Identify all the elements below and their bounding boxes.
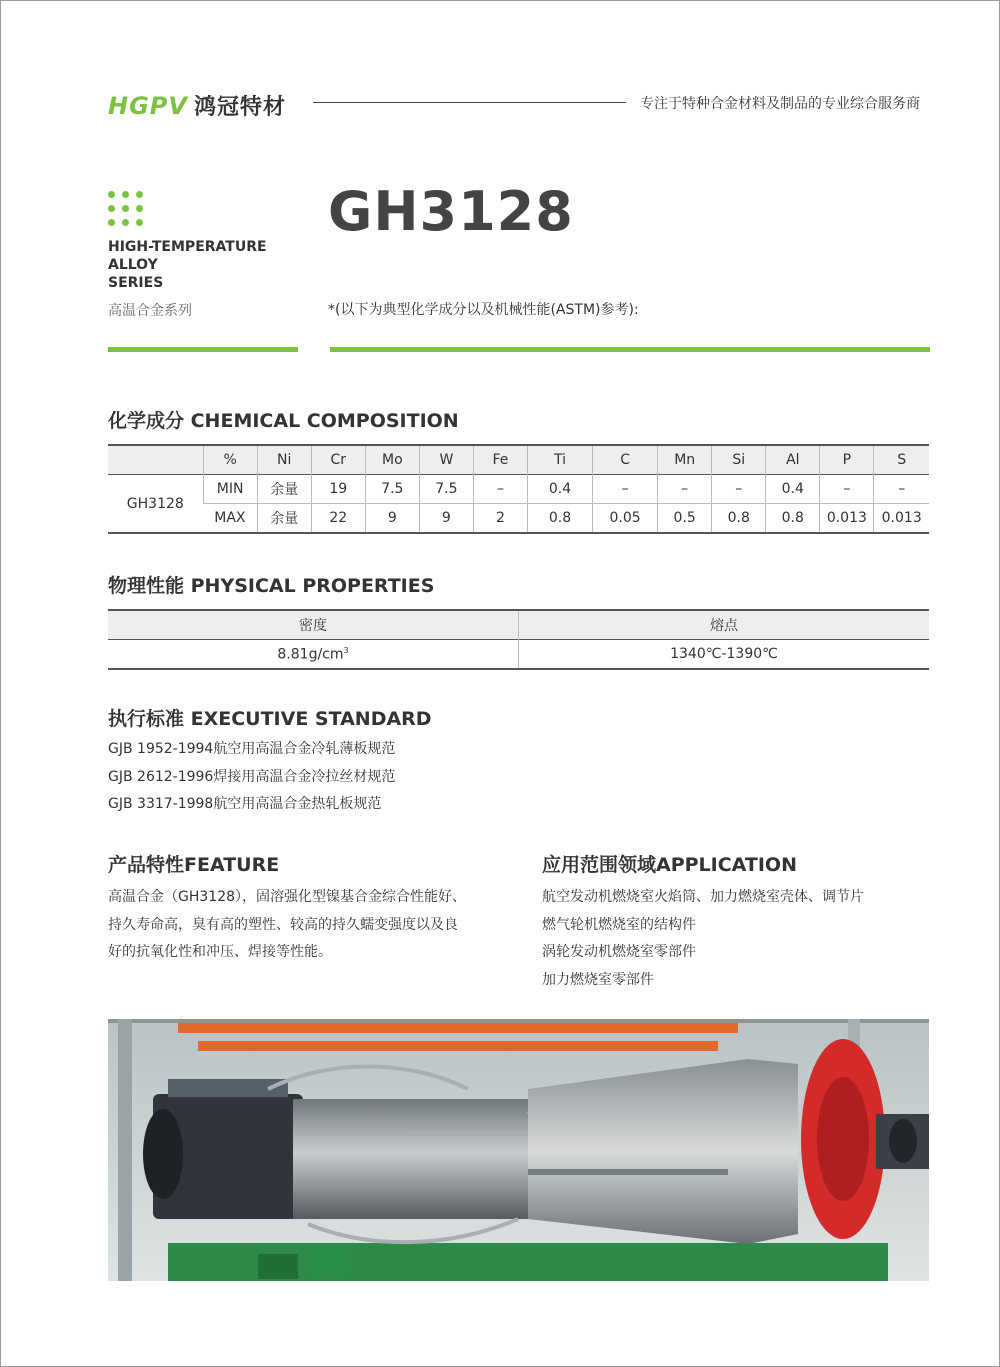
application-list [542, 884, 864, 994]
feature-line: 好的抗氧化性和冲压、焊接等性能。 [108, 944, 332, 960]
series-line-3: SERIES [108, 275, 164, 291]
company-slogan: 专注于特种合金材料及制品的专业综合服务商 [640, 96, 920, 112]
series-line-2: ALLOY [108, 257, 158, 273]
standard-item: GJB 2612-1996焊接用高温合金冷拉丝材规范 [108, 768, 396, 785]
table-cell: 0.4 [766, 475, 820, 504]
header-cell: Fe [473, 445, 527, 475]
density-value [108, 640, 519, 670]
table-cell: 19 [311, 475, 365, 504]
standard-item: GJB 3317-1998航空用高温合金热轧板规范 [108, 796, 382, 812]
feature-line: 高温合金（GH3128），固溶强化型镍基合金综合性能好、 [108, 889, 467, 905]
header-cell: Mn [658, 445, 712, 475]
company-logo [108, 90, 286, 121]
logo-en: HGPV [108, 91, 188, 120]
header-cell: Mo [365, 445, 419, 475]
table-cell: 7.5 [365, 475, 419, 504]
header-cell: Si [712, 445, 766, 475]
header-cell: Al [766, 445, 820, 475]
accent-bar-left [108, 347, 298, 352]
table-cell: – [820, 475, 874, 504]
header-cell: C [593, 445, 658, 475]
feature-heading: 产品特性FEATURE [108, 854, 280, 876]
application-heading: 应用范围领域APPLICATION [542, 854, 797, 876]
table-cell: 余量 [257, 475, 311, 504]
chemical-header-row [108, 445, 929, 475]
chemical-composition-table [108, 444, 929, 534]
header-cell: Cr [311, 445, 365, 475]
standard-item: GJB 1952-1994航空用高温合金冷轧薄板规范 [108, 741, 396, 757]
melting-point-header: 熔点 [519, 610, 930, 640]
reference-note: *(以下为典型化学成分以及机械性能(ASTM)参考): [328, 302, 639, 318]
physical-properties-table [108, 609, 929, 670]
table-cell: – [658, 475, 712, 504]
melting-point-value: 1340℃-1390℃ [519, 640, 930, 670]
table-cell: 2 [473, 504, 527, 534]
physical-value-row [108, 640, 929, 670]
dot-grid-icon [108, 191, 144, 227]
table-cell: 余量 [257, 504, 311, 534]
table-cell: 0.05 [593, 504, 658, 534]
table-row-max [108, 504, 929, 534]
table-cell: 7.5 [419, 475, 473, 504]
application-item: 航空发动机燃烧室火焰筒、加力燃烧室壳体、调节片 [542, 889, 864, 905]
physical-header-row [108, 610, 929, 640]
feature-line: 持久寿命高，臭有高的塑性、较高的持久蠕变强度以及良 [108, 916, 458, 933]
table-cell: 9 [365, 504, 419, 534]
table-cell: 0.8 [712, 504, 766, 534]
header-cell: Ni [257, 445, 311, 475]
table-cell: – [593, 475, 658, 504]
standard-list [108, 736, 395, 819]
gas-turbine-engine-image [108, 1019, 929, 1281]
grade-cell: GH3128 [126, 495, 184, 512]
density-header: 密度 [299, 618, 327, 634]
feature-paragraph [108, 884, 466, 967]
header-cell: P [820, 445, 874, 475]
density-number: 8.81g/cm [277, 646, 344, 663]
table-cell: 0.8 [766, 504, 820, 534]
header-cell: % [203, 445, 257, 475]
table-cell: 0.5 [658, 504, 712, 534]
table-cell: – [473, 475, 527, 504]
header-divider [313, 102, 626, 103]
header-cell: W [419, 445, 473, 475]
chemical-heading: 化学成分 CHEMICAL COMPOSITION [108, 410, 459, 432]
application-item: 加力燃烧室零部件 [542, 971, 654, 988]
header-cell-blank [108, 445, 203, 475]
table-cell: MIN [203, 475, 257, 504]
standard-heading: 执行标准 EXECUTIVE STANDARD [108, 708, 432, 730]
logo-cn: 鸿冠特材 [193, 95, 286, 120]
header-cell: S [874, 445, 929, 475]
table-cell: – [874, 475, 929, 504]
header-cell: Ti [527, 445, 592, 475]
series-title-cn: 高温合金系列 [108, 303, 192, 319]
density-unit-exponent: 3 [343, 645, 349, 655]
application-item: 涡轮发动机燃烧室零部件 [542, 944, 696, 960]
table-cell: 9 [419, 504, 473, 534]
table-cell: 0.4 [527, 475, 592, 504]
table-cell: 0.013 [874, 504, 929, 534]
physical-heading: 物理性能 PHYSICAL PROPERTIES [108, 575, 435, 597]
series-line-1: HIGH-TEMPERATURE [108, 239, 267, 255]
table-cell: – [712, 475, 766, 504]
series-title-en [108, 238, 298, 292]
page-title: GH3128 [328, 180, 574, 243]
table-cell: 22 [311, 504, 365, 534]
engine-illustration [108, 1019, 929, 1281]
table-row-min [108, 475, 929, 504]
application-item: 燃气轮机燃烧室的结构件 [542, 916, 696, 933]
table-cell: MAX [214, 510, 246, 526]
table-cell: 0.013 [820, 504, 874, 534]
table-cell: 0.8 [527, 504, 592, 534]
accent-bar-right [330, 347, 930, 352]
